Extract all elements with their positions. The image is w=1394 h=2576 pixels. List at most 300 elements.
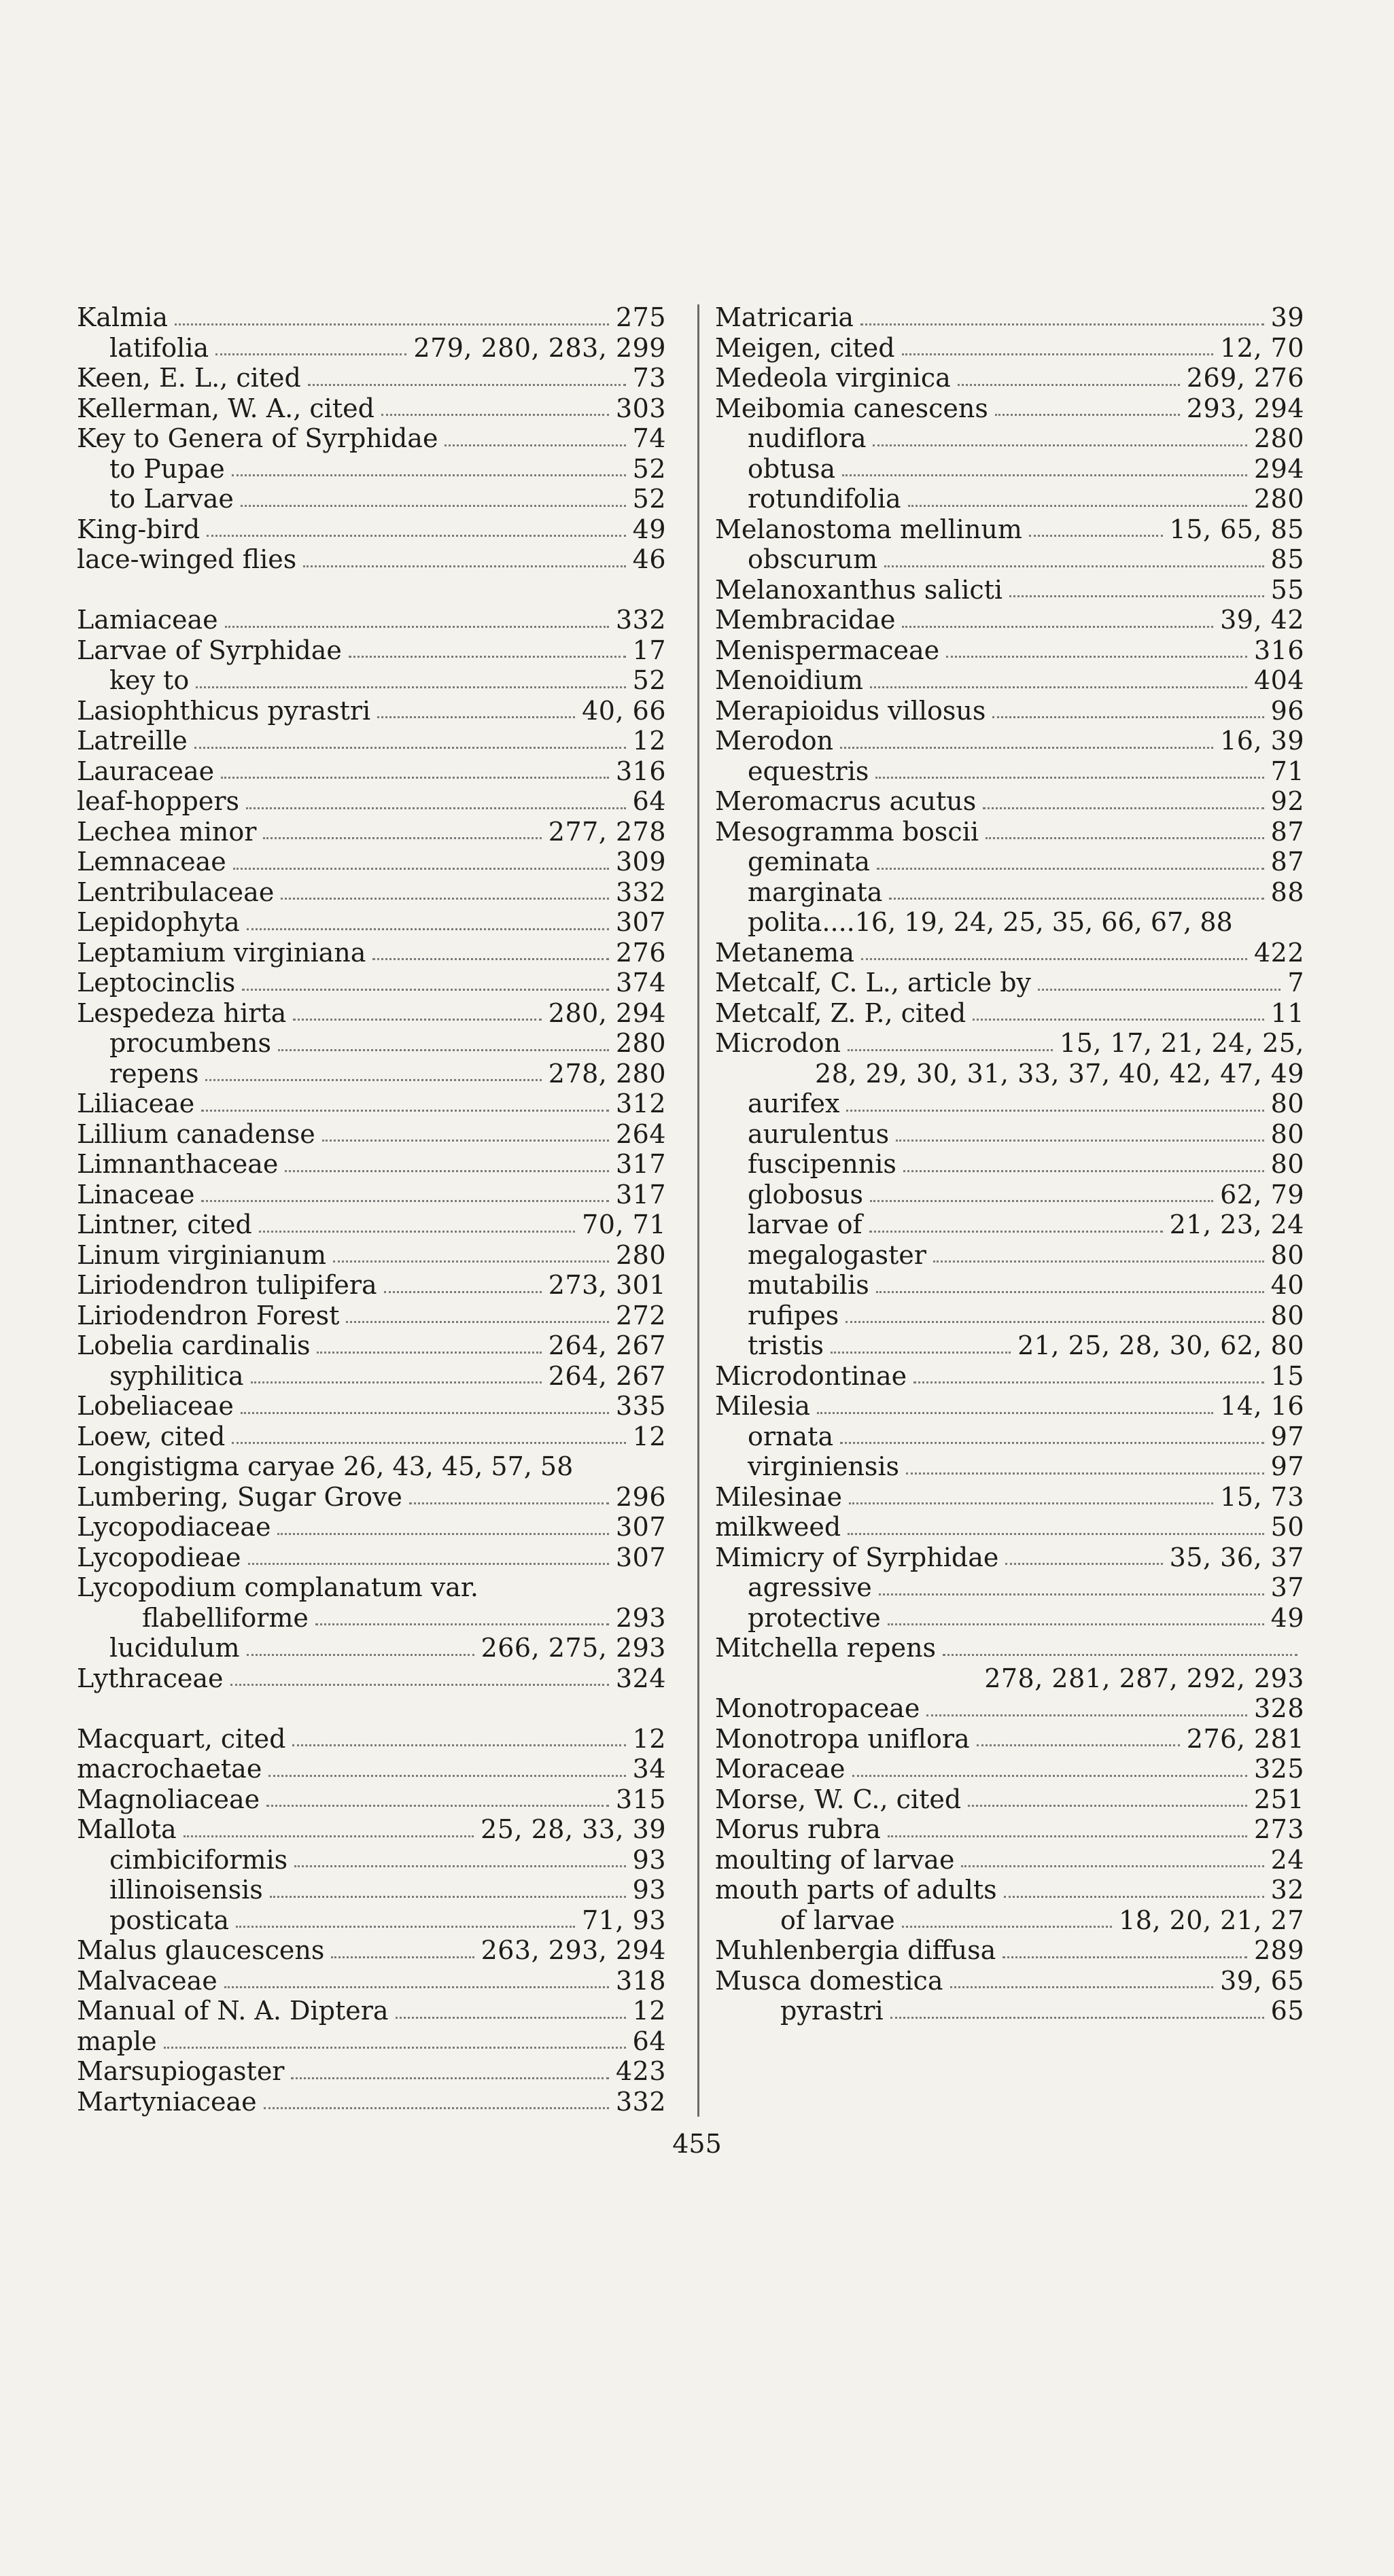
index-entry bbox=[715, 1542, 1304, 1573]
index-entry-term: Malvaceae bbox=[77, 1965, 217, 1996]
dot-leader bbox=[958, 384, 1180, 386]
index-column-left bbox=[77, 302, 666, 2117]
index-entry-term: Lepidophyta bbox=[77, 907, 240, 937]
dot-leader bbox=[236, 1926, 575, 1928]
index-entry-term: illinoisensis bbox=[109, 1875, 263, 1905]
index-entry-term: Morse, W. C., cited bbox=[715, 1784, 962, 1814]
index-entry bbox=[715, 877, 1304, 908]
index-entry bbox=[77, 1180, 666, 1210]
index-entry bbox=[715, 1361, 1304, 1392]
index-entry-term: Merapioidus villosus bbox=[715, 695, 986, 726]
dot-leader bbox=[241, 1412, 609, 1414]
index-entry-pages: 251 bbox=[1253, 1784, 1304, 1814]
dot-leader bbox=[995, 414, 1180, 416]
index-entry bbox=[715, 575, 1304, 605]
index-entry-term: megalogaster bbox=[748, 1239, 926, 1270]
index-entry-pages: 49 bbox=[1270, 1602, 1304, 1633]
dot-leader bbox=[233, 868, 609, 870]
index-entry bbox=[715, 1210, 1304, 1240]
index-entry bbox=[77, 333, 666, 364]
index-entry bbox=[715, 1966, 1304, 1996]
index-entry-term: Merodon bbox=[715, 726, 834, 756]
dot-leader bbox=[164, 2047, 626, 2049]
index-entry-term: aurifex bbox=[748, 1089, 840, 1118]
index-entry-pages: 97 bbox=[1270, 1451, 1304, 1481]
index-entry bbox=[715, 1089, 1304, 1119]
index-entry bbox=[715, 1119, 1304, 1150]
dot-leader bbox=[268, 1775, 625, 1777]
index-entry bbox=[77, 1845, 666, 1875]
index-column-right bbox=[715, 302, 1304, 2026]
index-entry-term: lace-winged flies bbox=[77, 544, 297, 574]
index-entry-pages: 80 bbox=[1270, 1118, 1304, 1149]
dot-leader bbox=[201, 1200, 609, 1202]
index-entry bbox=[715, 423, 1304, 454]
dot-leader bbox=[294, 1865, 625, 1867]
index-entry-pages: 374 bbox=[615, 968, 666, 998]
index-entry bbox=[77, 1301, 666, 1331]
dot-leader bbox=[903, 1170, 1264, 1172]
index-entry-pages: 34 bbox=[632, 1754, 666, 1784]
index-entry-term: Membracidae bbox=[715, 605, 896, 635]
index-entry bbox=[77, 1603, 666, 1634]
dot-leader bbox=[175, 323, 609, 325]
index-entry bbox=[715, 1482, 1304, 1513]
dot-leader bbox=[840, 1442, 1264, 1444]
index-entry-pages: 16, 39 bbox=[1220, 726, 1304, 756]
index-entry bbox=[77, 605, 666, 635]
index-entry bbox=[715, 998, 1304, 1029]
index-entry-pages: 15, 65, 85 bbox=[1169, 514, 1304, 544]
index-entry-pages: 73 bbox=[632, 363, 666, 393]
index-entry bbox=[715, 1603, 1304, 1634]
index-entry bbox=[715, 696, 1304, 726]
index-entry bbox=[77, 2087, 666, 2117]
index-entry-term: rufipes bbox=[748, 1300, 839, 1330]
index-entry bbox=[77, 484, 666, 514]
index-entry-term: Lythraceae bbox=[77, 1663, 224, 1693]
index-entry-pages: 273, 301 bbox=[548, 1270, 666, 1300]
index-entry bbox=[77, 1572, 666, 1603]
index-entry-term: latifolia bbox=[109, 332, 209, 363]
index-entry-pages: 96 bbox=[1270, 695, 1304, 726]
index-entry bbox=[715, 907, 1304, 938]
dot-leader bbox=[1004, 1896, 1264, 1898]
dot-leader bbox=[409, 1502, 609, 1504]
dot-leader bbox=[445, 444, 625, 446]
index-entry-term: marginata bbox=[748, 877, 883, 907]
index-entry-pages: 307 bbox=[615, 1512, 666, 1542]
dot-leader bbox=[873, 444, 1247, 446]
index-entry bbox=[715, 1180, 1304, 1210]
index-entry-pages: 12 bbox=[632, 1421, 666, 1451]
dot-leader bbox=[943, 1654, 1297, 1656]
index-entry bbox=[715, 1845, 1304, 1875]
dot-leader bbox=[315, 1623, 609, 1625]
index-entry-pages: 307 bbox=[615, 907, 666, 937]
index-entry bbox=[77, 2026, 666, 2057]
dot-leader bbox=[913, 1381, 1264, 1383]
dot-leader bbox=[890, 2017, 1264, 2019]
index-entry-pages: 280 bbox=[615, 1239, 666, 1270]
dot-leader bbox=[225, 626, 609, 628]
dot-leader bbox=[902, 353, 1214, 355]
index-entry-pages: 276 bbox=[615, 937, 666, 968]
dot-leader bbox=[879, 1593, 1264, 1595]
dot-leader bbox=[902, 626, 1213, 628]
index-entry-term: Lentribulaceae bbox=[77, 877, 275, 907]
index-entry-term: rotundifolia bbox=[748, 484, 901, 514]
index-entry bbox=[77, 1059, 666, 1089]
index-entry-term: repens bbox=[109, 1058, 199, 1089]
index-entry bbox=[715, 968, 1304, 998]
index-entry-pages: 85 bbox=[1270, 544, 1304, 574]
index-entry-term: agressive bbox=[748, 1572, 872, 1602]
index-entry bbox=[77, 1633, 666, 1663]
index-entry bbox=[77, 454, 666, 484]
index-entry-term: cimbiciformis bbox=[109, 1844, 288, 1875]
dot-leader bbox=[270, 1896, 626, 1898]
index-entry-term: Leptamium virginiana bbox=[77, 937, 366, 968]
index-gap bbox=[77, 575, 666, 605]
index-entry-pages: 272 bbox=[615, 1300, 666, 1330]
index-entry bbox=[715, 1784, 1304, 1815]
index-entry bbox=[77, 2056, 666, 2087]
dot-leader bbox=[303, 565, 625, 567]
dot-leader bbox=[278, 1049, 609, 1051]
index-entry bbox=[715, 635, 1304, 666]
index-entry bbox=[77, 1784, 666, 1815]
index-entry-term: lucidulum bbox=[109, 1633, 240, 1663]
index-entry bbox=[715, 1996, 1304, 2026]
index-entry-pages: 273 bbox=[1253, 1814, 1304, 1844]
index-entry-pages: 55 bbox=[1270, 574, 1304, 605]
dot-leader bbox=[322, 1140, 609, 1142]
index-entry-term: larvae of bbox=[748, 1210, 862, 1239]
index-entry bbox=[77, 393, 666, 424]
index-entry-pages: 70, 71 bbox=[582, 1210, 666, 1239]
dot-leader bbox=[242, 989, 609, 991]
index-entry-pages: 92 bbox=[1270, 786, 1304, 816]
index-entry-pages: 332 bbox=[615, 877, 666, 907]
index-entry-term: Lycopodiaceae bbox=[77, 1512, 271, 1542]
index-entry-term: pyrastri bbox=[780, 1996, 884, 2026]
index-entry bbox=[77, 1330, 666, 1361]
index-entry bbox=[77, 1089, 666, 1119]
index-entry bbox=[77, 726, 666, 756]
index-entry-term: Liriodendron tulipifera bbox=[77, 1270, 377, 1300]
index-entry-pages: 17 bbox=[632, 635, 666, 665]
index-entry-pages: 14, 16 bbox=[1220, 1391, 1304, 1421]
index-entry bbox=[715, 786, 1304, 817]
index-entry-pages: 80 bbox=[1270, 1089, 1304, 1118]
index-entry-pages: 303 bbox=[615, 393, 666, 423]
index-entry-pages: 80 bbox=[1270, 1300, 1304, 1330]
index-entry-pages: 12 bbox=[632, 1996, 666, 2026]
dot-leader bbox=[950, 1986, 1214, 1988]
dot-leader bbox=[973, 1019, 1264, 1021]
dot-leader bbox=[349, 656, 626, 658]
dot-leader bbox=[869, 1231, 1163, 1233]
index-entry-pages: 276, 281 bbox=[1186, 1723, 1304, 1754]
dot-leader bbox=[896, 1140, 1264, 1142]
dot-leader bbox=[251, 1381, 542, 1383]
index-entry-pages: 263, 293, 294 bbox=[481, 1935, 666, 1965]
dot-leader bbox=[277, 1533, 609, 1535]
index-entry bbox=[77, 1814, 666, 1845]
dot-leader bbox=[247, 1654, 474, 1656]
index-entry-pages: 422 bbox=[1253, 937, 1304, 968]
dot-leader bbox=[983, 807, 1264, 809]
index-entry-term: Malus glaucescens bbox=[77, 1935, 325, 1965]
dot-leader bbox=[888, 1835, 1247, 1837]
index-entry-pages: 24 bbox=[1270, 1844, 1304, 1875]
index-entry bbox=[715, 1391, 1304, 1422]
dot-leader bbox=[961, 1865, 1264, 1867]
index-entry-term: syphilitica bbox=[109, 1360, 244, 1391]
index-entry-pages: 293 bbox=[615, 1602, 666, 1633]
index-entry bbox=[715, 1149, 1304, 1180]
index-entry-term: equestris bbox=[748, 756, 869, 786]
index-entry-term: Moraceae bbox=[715, 1754, 846, 1784]
index-entry-pages: 278, 281, 287, 292, 293 bbox=[984, 1663, 1304, 1693]
index-entry-pages: 315 bbox=[615, 1784, 666, 1814]
index-entry-term: Metcalf, Z. P., cited bbox=[715, 998, 966, 1028]
dot-leader bbox=[396, 2017, 626, 2019]
index-entry-pages: 46 bbox=[632, 544, 666, 574]
index-entry bbox=[77, 1482, 666, 1513]
dot-leader bbox=[1003, 1956, 1247, 1958]
index-entry-pages: 264, 267 bbox=[548, 1330, 666, 1360]
index-entry-pages: 80 bbox=[1270, 1149, 1304, 1179]
index-entry-term: fuscipennis bbox=[748, 1149, 896, 1179]
index-gap bbox=[77, 1693, 666, 1724]
index-entry-pages: 324 bbox=[615, 1663, 666, 1693]
index-entry-term: macrochaetae bbox=[77, 1754, 262, 1784]
index-entry-term: milkweed bbox=[715, 1512, 841, 1542]
index-entry-term: Linum virginianum bbox=[77, 1239, 326, 1270]
index-entry-term: Mimicry of Syrphidae bbox=[715, 1542, 999, 1572]
index-entry-term: Keen, E. L., cited bbox=[77, 363, 301, 393]
index-entry-term: Longistigma caryae 26, 43, 45, 57, 58 bbox=[77, 1451, 574, 1481]
index-entry-term: Key to Genera of Syrphidae bbox=[77, 423, 438, 453]
index-entry-pages: 64 bbox=[632, 2026, 666, 2056]
index-entry-pages: 264 bbox=[615, 1118, 666, 1149]
index-entry-pages: 21, 23, 24 bbox=[1169, 1210, 1304, 1239]
index-entry bbox=[77, 1028, 666, 1059]
index-entry bbox=[77, 907, 666, 938]
index-entry bbox=[77, 1361, 666, 1392]
index-entry-pages: 50 bbox=[1270, 1512, 1304, 1542]
index-entry bbox=[77, 302, 666, 333]
dot-leader bbox=[207, 535, 625, 537]
index-entry-pages: 335 bbox=[615, 1391, 666, 1421]
dot-leader bbox=[372, 958, 609, 960]
dot-leader bbox=[266, 1805, 609, 1807]
index-entry-pages: 52 bbox=[632, 453, 666, 484]
index-entry-pages: 293, 294 bbox=[1186, 393, 1304, 423]
dot-leader bbox=[264, 2107, 609, 2109]
dot-leader bbox=[184, 1835, 474, 1837]
dot-leader bbox=[968, 1805, 1247, 1807]
index-entry-pages: 12 bbox=[632, 726, 666, 756]
index-entry-term: polita....16, 19, 24, 25, 35, 66, 67, 88 bbox=[748, 907, 1233, 937]
dot-leader bbox=[986, 837, 1264, 839]
dot-leader bbox=[849, 1502, 1213, 1504]
index-entry bbox=[715, 847, 1304, 877]
index-entry-pages: 316 bbox=[615, 756, 666, 786]
index-entry-pages: 52 bbox=[632, 484, 666, 514]
index-entry-term: Martyniaceae bbox=[77, 2086, 257, 2117]
index-entry-pages: 39, 42 bbox=[1220, 605, 1304, 635]
index-entry-term: of larvae bbox=[780, 1905, 895, 1935]
index-entry-term: Melanoxanthus salicti bbox=[715, 574, 1003, 605]
index-entry bbox=[715, 1028, 1304, 1059]
dot-leader bbox=[861, 958, 1247, 960]
index-entry-pages: 7 bbox=[1287, 968, 1304, 998]
index-entry-term: globosus bbox=[748, 1179, 864, 1210]
index-entry bbox=[715, 1451, 1304, 1482]
dot-leader bbox=[333, 1260, 609, 1263]
index-entry-term: Latreille bbox=[77, 726, 188, 756]
index-entry bbox=[77, 1270, 666, 1301]
index-entry-term: Lauraceae bbox=[77, 756, 215, 786]
index-entry-pages: 64 bbox=[632, 786, 666, 816]
index-entry bbox=[77, 1240, 666, 1271]
index-entry bbox=[77, 1422, 666, 1452]
dot-leader bbox=[377, 716, 575, 718]
index-entry-term: key to bbox=[109, 665, 190, 695]
index-entry bbox=[77, 938, 666, 968]
dot-leader bbox=[205, 1079, 541, 1081]
dot-leader bbox=[926, 1714, 1247, 1716]
index-entry-pages: 275 bbox=[615, 302, 666, 332]
index-entry-pages: 37 bbox=[1270, 1572, 1304, 1602]
dot-leader bbox=[875, 777, 1264, 779]
index-entry-term: Milesinae bbox=[715, 1481, 842, 1512]
index-entry-term: geminata bbox=[748, 847, 871, 877]
index-entry bbox=[77, 1149, 666, 1180]
index-entry bbox=[77, 1966, 666, 1996]
index-entry-pages: 312 bbox=[615, 1089, 666, 1118]
index-entry-term: Monotropaceae bbox=[715, 1693, 920, 1723]
index-entry bbox=[715, 1330, 1304, 1361]
index-entry-term: Meigen, cited bbox=[715, 332, 895, 363]
index-entry-pages: 32 bbox=[1270, 1875, 1304, 1905]
index-entry-pages: 280, 294 bbox=[548, 998, 666, 1028]
index-entry bbox=[77, 1391, 666, 1422]
dot-leader bbox=[852, 1775, 1247, 1777]
dot-leader bbox=[384, 1291, 542, 1293]
index-entry-pages: 52 bbox=[632, 665, 666, 695]
index-entry-term: aurulentus bbox=[748, 1118, 890, 1149]
index-entry bbox=[715, 544, 1304, 575]
index-entry-term: Magnoliaceae bbox=[77, 1784, 260, 1814]
index-entry-term: Lintner, cited bbox=[77, 1210, 252, 1239]
index-entry bbox=[77, 968, 666, 998]
dot-leader bbox=[889, 898, 1264, 900]
index-entry bbox=[715, 484, 1304, 514]
index-entry bbox=[715, 817, 1304, 847]
index-entry bbox=[77, 1512, 666, 1542]
index-entry-pages: 318 bbox=[615, 1965, 666, 1996]
index-entry bbox=[77, 423, 666, 454]
dot-leader bbox=[870, 686, 1247, 688]
index-entry-pages: 39, 65 bbox=[1220, 1965, 1304, 1996]
index-entry-term: Leptocinclis bbox=[77, 968, 236, 998]
index-entry bbox=[77, 877, 666, 908]
index-entry-term: Macquart, cited bbox=[77, 1723, 286, 1754]
index-entry bbox=[715, 1875, 1304, 1905]
index-entry-pages: 87 bbox=[1270, 847, 1304, 877]
dot-leader bbox=[906, 1472, 1264, 1475]
index-entry-term: Mallota bbox=[77, 1814, 177, 1844]
dot-leader bbox=[292, 1744, 625, 1746]
index-entry-pages: 62, 79 bbox=[1220, 1179, 1304, 1210]
index-entry-pages: 280 bbox=[1253, 484, 1304, 514]
dot-leader bbox=[285, 1170, 609, 1172]
dot-leader bbox=[908, 505, 1247, 507]
dot-leader bbox=[232, 474, 626, 476]
index-entry-term: Linaceae bbox=[77, 1179, 195, 1210]
index-entry-pages: 325 bbox=[1253, 1754, 1304, 1784]
index-entry bbox=[715, 363, 1304, 393]
index-entry bbox=[77, 1210, 666, 1240]
dot-leader bbox=[232, 1442, 625, 1444]
index-entry-term: Lycopodieae bbox=[77, 1542, 241, 1572]
dot-leader bbox=[1009, 595, 1264, 597]
dot-leader bbox=[992, 716, 1264, 718]
index-entry-term: Metcalf, C. L., article by bbox=[715, 968, 1032, 998]
index-entry bbox=[77, 786, 666, 817]
index-entry-term: posticata bbox=[109, 1905, 229, 1935]
column-divider bbox=[697, 304, 699, 2117]
index-entry bbox=[77, 1754, 666, 1784]
dot-leader bbox=[308, 384, 626, 386]
page-number: 455 bbox=[672, 2129, 722, 2159]
index-entry-term: virginiensis bbox=[748, 1451, 900, 1481]
index-entry-term: Meromacrus acutus bbox=[715, 786, 977, 816]
dot-leader bbox=[831, 1352, 1011, 1354]
index-entry-pages: 12, 70 bbox=[1220, 332, 1304, 363]
index-entry-pages: 80 bbox=[1270, 1239, 1304, 1270]
index-entry-pages: 21, 25, 28, 30, 62, 80 bbox=[1017, 1330, 1304, 1360]
dot-leader bbox=[870, 1200, 1213, 1202]
index-entry bbox=[715, 1814, 1304, 1845]
index-entry-pages: 269, 276 bbox=[1186, 363, 1304, 393]
index-entry bbox=[715, 1572, 1304, 1603]
index-entry bbox=[715, 726, 1304, 756]
index-entry-pages: 15, 17, 21, 24, 25, bbox=[1060, 1028, 1304, 1058]
index-entry bbox=[77, 756, 666, 787]
dot-leader bbox=[888, 1623, 1264, 1625]
index-entry-term: Lamiaceae bbox=[77, 605, 218, 635]
index-entry-pages: 423 bbox=[615, 2056, 666, 2086]
index-entry bbox=[715, 393, 1304, 424]
index-entry-term: Lumbering, Sugar Grove bbox=[77, 1481, 402, 1512]
index-entry bbox=[77, 1996, 666, 2026]
dot-leader bbox=[241, 505, 626, 507]
index-entry-pages: 307 bbox=[615, 1542, 666, 1572]
index-entry-pages: 328 bbox=[1253, 1693, 1304, 1723]
index-entry bbox=[77, 1935, 666, 1966]
index-entry-term: Microdon bbox=[715, 1028, 841, 1058]
index-entry bbox=[77, 696, 666, 726]
index-entry-term: Milesia bbox=[715, 1391, 811, 1421]
index-entry-term: Mesogramma boscii bbox=[715, 816, 979, 847]
index-entry-term: Liriodendron Forest bbox=[77, 1300, 340, 1330]
index-entry bbox=[77, 544, 666, 575]
